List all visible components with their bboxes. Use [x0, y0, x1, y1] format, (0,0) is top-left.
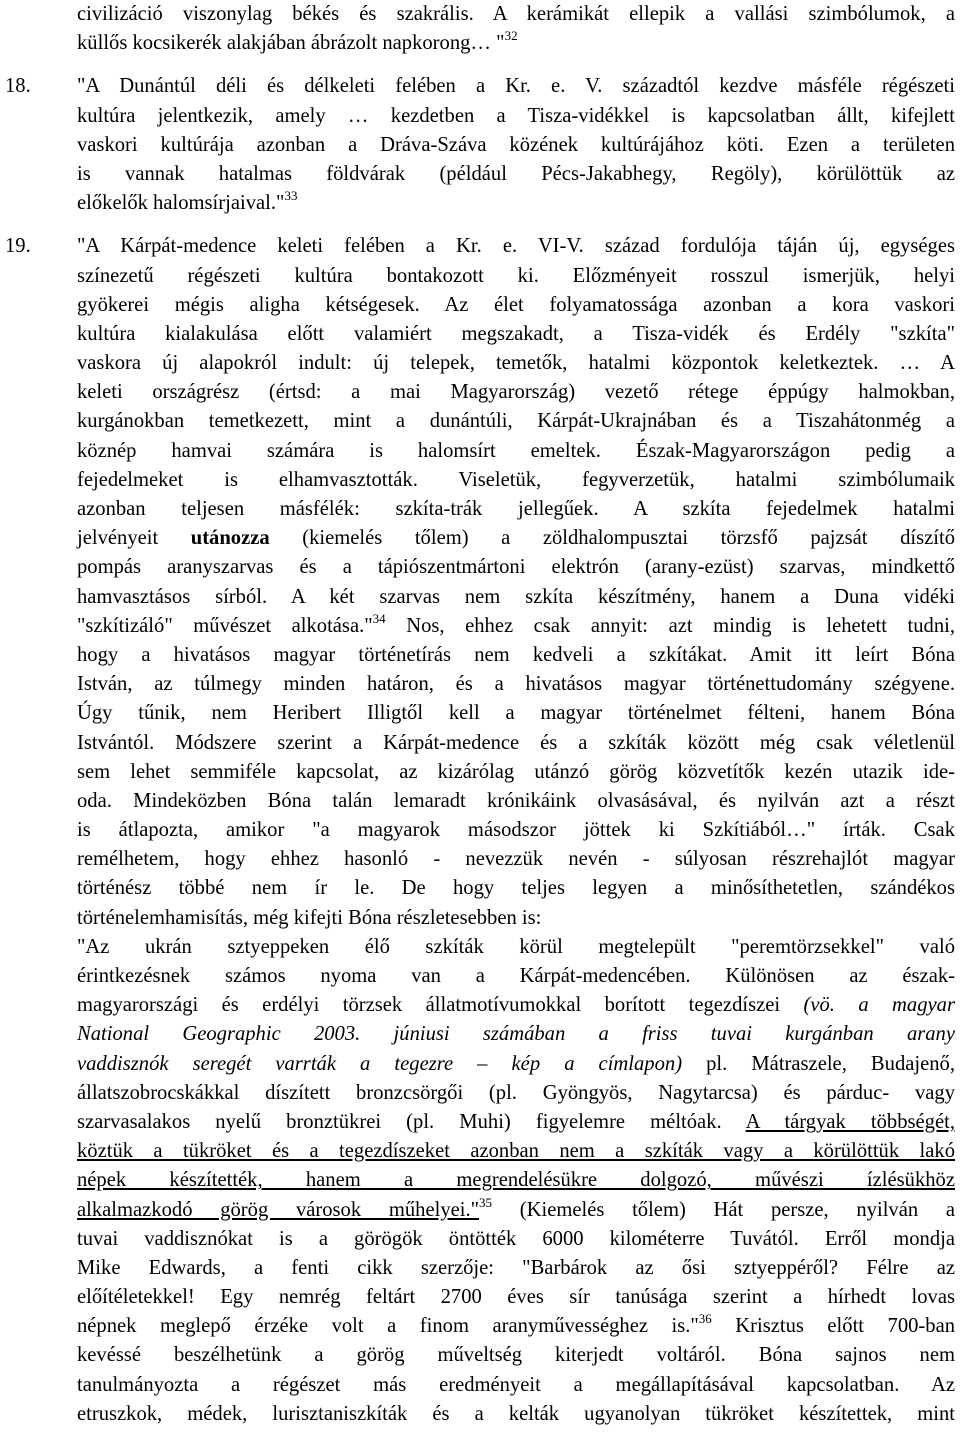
- text-line: állatszobrocskákkal díszített bronzcsörgői (pl. Gyöngyös, Nagytarcsa) és párduc- vagy: [77, 1081, 955, 1104]
- text-span: népnek meglepő érzéke volt a finom aranyművességhez is.": [77, 1315, 699, 1338]
- text-line: remélhetem, hogy ehhez hasonló - nevezzük nevén - súlyosan részrehajlót magyar: [77, 848, 955, 871]
- text-line: [77, 1050, 955, 1079]
- text-line: "A Kárpát-medence keleti felében a Kr. e. VI-V. század fordulója táján új, egységes: [77, 235, 955, 258]
- text-line: Úgy tűnik, nem Heribert Illigtől kell a magyar történelmet félteni, hanem Bóna: [77, 702, 955, 725]
- text-line: előítéletekkel! Egy nemrég feltárt 2700 éves sír tanúsága szerint a hírhedt lovas: [77, 1286, 955, 1309]
- paragraph-18: [5, 72, 955, 218]
- document-page: [5, 0, 956, 1429]
- paragraph-19: [5, 232, 956, 1429]
- text-line: történelemhamisítás, még kifejti Bóna részletesebben is:: [77, 906, 542, 929]
- text-line: hogy a hivatásos magyar történetírás nem kedveli a szkítákat. Amit itt leírt Bóna: [77, 643, 955, 666]
- text-line: civilizáció viszonylag békés és szakrális. A kerámikát ellepik a vallási szimbólumok, a: [77, 3, 955, 25]
- text-line: [77, 1108, 955, 1137]
- text-line: pompás aranyszarvas és a tápiószentmártoni elektrón (arany-ezüst) szarvas, mindkettő: [77, 556, 955, 579]
- text-line: is átlapozta, amikor "a magyarok másodszor jöttek ki Szkítiából…" írták. Csak: [77, 819, 955, 842]
- text-span: szarvasalakos nyelű bronztükrei (pl. Muhi) figyelemre méltóak.: [77, 1110, 746, 1133]
- text-line: köznép hamvai számára is halomsírt emeltek. Észak-Magyarországon pedig a: [77, 439, 955, 462]
- text-line: István, az túlmegy minden határon, és a hivatásos magyar történettudomány szégyene.: [77, 673, 955, 696]
- underlined-span: A tárgyak többségét,: [745, 1110, 955, 1133]
- text-line: Istvántól. Módszere szerint a Kárpát-medence és a szkíták között még csak véletlenül: [77, 731, 955, 754]
- text-line: Mike Edwards, a fenti cikk szerzője: "Barbárok az ősi sztyeppéről? Félre az: [77, 1256, 955, 1279]
- text-line: kultúra kialakulása előtt valamiért megszakadt, a Tisza-vidék és Erdély "szkíta": [77, 322, 955, 345]
- text-span: Krisztus előtt 700-ban: [711, 1315, 956, 1338]
- text-line: tuvai vaddisznókat is a görögök öntötték 6000 kilométerre Tuvától. Erről mondja: [77, 1227, 955, 1250]
- text-line: gyökerei mégis aligha kétségesek. Az élet folyamatossága azonban a kora vaskori: [77, 293, 955, 316]
- text-line: "Az ukrán sztyeppeken élő szkíták körül megtelepült "peremtörzsekkel" való: [77, 935, 955, 958]
- text-line: [77, 524, 955, 553]
- text-line: színezetű régészeti kultúra bontakozott ki. Előzményeit rosszul ismerjük, helyi: [77, 264, 955, 287]
- text-span: jelvényeit: [77, 527, 191, 550]
- text-line: sem lehet semmiféle kapcsolat, az kizárólag utánzó görög közvetítők kezén utazik ide-: [77, 760, 955, 783]
- text-span: magyarországi és erdélyi törzsek állatmotívumokkal borított tegezdíszei: [77, 994, 804, 1017]
- italic-span: vaddisznók seregét varrták a tegezre – kép a címlapon): [77, 1052, 683, 1075]
- text-line: kurgánokban temetkezett, mint a dunántúli, Kárpát-Ukrajnában és a Tiszahátonmég a: [77, 410, 955, 433]
- footnote-ref: 36: [698, 1311, 712, 1327]
- text-span: (kiemelés tőlem) a zöldhalompusztai törzsfő pajzsát díszítő: [269, 527, 955, 550]
- footnote-ref: 32: [504, 28, 518, 44]
- text-line: azonban teljesen másfélék: szkíta-trák jellegűek. A szkíta fejedelmek hatalmi: [77, 498, 955, 520]
- text-span: pl. Mátraszele, Budajenő,: [682, 1052, 955, 1075]
- text-span: Nos, ehhez csak annyit: azt mindig is lehetett tudni,: [385, 614, 955, 637]
- text-line: National Geographic 2003. júniusi számában a friss tuvai kurgánban arany: [77, 1023, 955, 1046]
- text-span: előkelők halomsírjaival.": [77, 192, 285, 215]
- text-line: történész többé nem ír le. De hogy teljes legyen a minősíthetetlen, szándékos: [77, 877, 955, 900]
- text-line: kevéssé beszélhetünk a görög műveltség kiterjedt voltáról. Bóna sajnos nem: [77, 1344, 955, 1367]
- text-line: vaskori kultúrája azonban a Dráva-Száva közének kultúrájához köti. Ezen a területen: [77, 133, 955, 156]
- text-line: is vannak hatalmas földvárak (például Pécs-Jakabhegy, Regöly), körülöttük az: [77, 162, 955, 185]
- text-line: etruszkok, médek, lurisztaniszkíták és a kelták ugyanolyan tükröket készítettek, mint: [77, 1402, 955, 1425]
- text-line: érintkezésnek számos nyoma van a Kárpát-medencében. Különösen az észak-: [77, 965, 955, 987]
- text-span: (Kiemelés tőlem) Hát persze, nyilván a: [492, 1198, 955, 1221]
- footnote-ref: 34: [372, 610, 386, 626]
- text-line: kultúra jelentkezik, amely … kezdetben a Tisza-vidékkel is kapcsolatban állt, kifejlett: [77, 104, 955, 127]
- text-line: fejedelmeket is elhamvasztották. Viseletük, fegyverzetük, hatalmi szimbólumaik: [77, 468, 955, 491]
- text-line: [77, 612, 955, 641]
- text-line: keleti országrész (értsd: a mai Magyarország) vezető rétege éppúgy halmokban,: [77, 381, 955, 404]
- text-line: vaskora új alapokról indult: új telepek, temetők, hatalmi központok keletkeztek. … A: [77, 352, 955, 375]
- text-line: [77, 1196, 955, 1225]
- text-span: "szkítizáló" művészet alkotása.": [77, 614, 373, 637]
- text-line: "A Dunántúl déli és délkeleti felében a Kr. e. V. századtól kezdve másféle régészeti: [77, 75, 955, 98]
- italic-span: (vö. a magyar: [803, 994, 955, 1017]
- text-line: [77, 991, 955, 1020]
- bold-emphasis: utánozza: [190, 527, 270, 550]
- footnote-ref: 33: [284, 188, 298, 204]
- text-line: oda. Mindeközben Bóna talán lemaradt krónikáink olvasásával, és nyilván azt a részt: [77, 789, 955, 812]
- text-line: hamvasztásos sírból. A két szarvas nem szkíta készítmény, hanem a Duna vidéki: [77, 585, 955, 608]
- footnote-ref: 35: [479, 1194, 493, 1210]
- paragraph-number: 18.: [5, 75, 31, 98]
- text-span: küllős kocsikerék alakjában ábrázolt napkorong… ": [77, 32, 505, 55]
- text-line: [77, 189, 955, 218]
- text-line: [77, 1312, 955, 1341]
- text-line: köztük a tükröket és a tegezdíszeket azonban nem a szkíták vagy a körülöttük lakó: [77, 1140, 955, 1163]
- text-line: [77, 29, 955, 58]
- text-line: népek készítették, hanem a megrendelésükre dolgozó, művészi ízlésükhöz: [77, 1169, 955, 1192]
- text-line: tanulmányozta a régészet más eredményeit a megállapításával kapcsolatban. Az: [77, 1373, 955, 1396]
- paragraph-number: 19.: [5, 235, 31, 258]
- underlined-span: alkalmazkodó görög városok műhelyei.": [77, 1198, 480, 1221]
